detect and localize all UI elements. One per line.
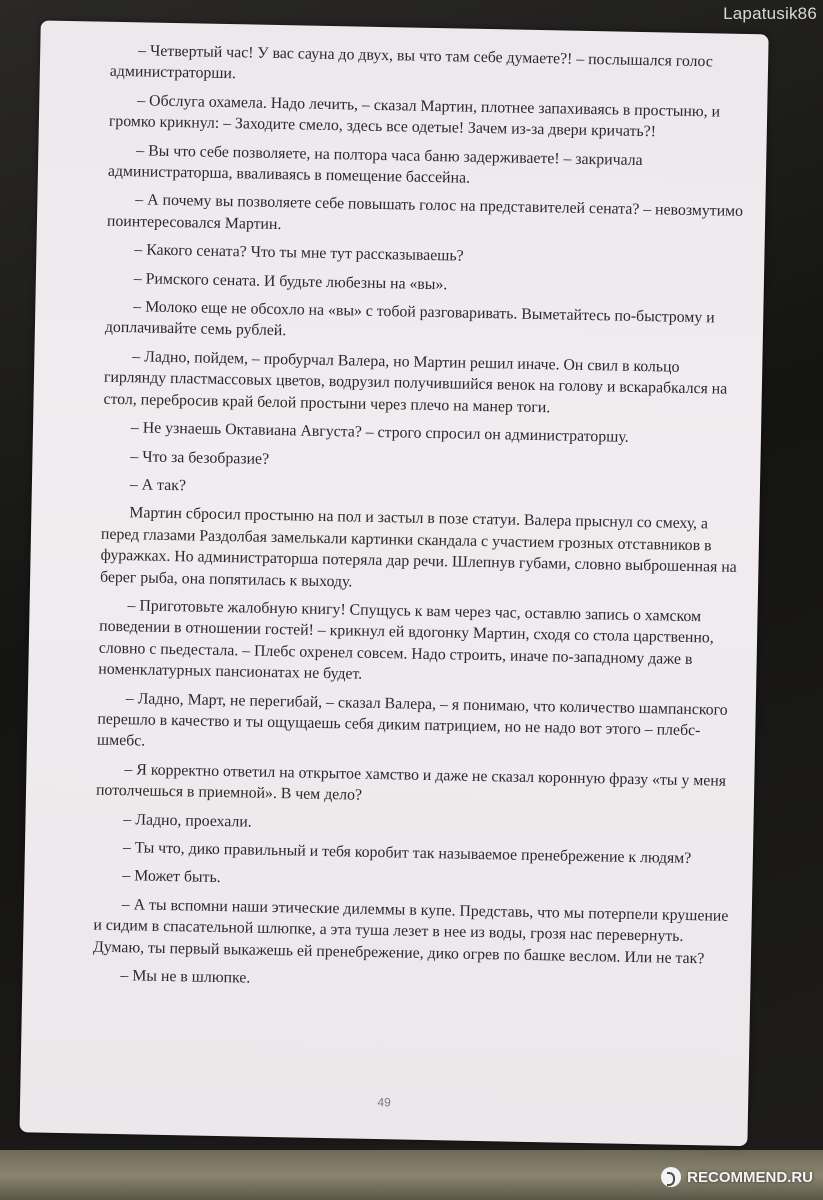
page-body [92, 40, 750, 1006]
paragraph: – Римского сената. И будьте любезны на «вы». [133, 269, 448, 293]
paragraph: – Может быть. [122, 867, 221, 887]
page-number: 49 [377, 1095, 391, 1110]
paragraph: – А так? [129, 476, 187, 495]
paragraph: – Ладно, пойдем, – пробурчал Валера, но Мартин решил иначе. Он свил в кольцо гирлянду пластмассовых цветов, водрузил получившийся венок на голову и вскарабкался на стол, перебросив край белой простыни через плечо на манер тоги. [103, 348, 728, 416]
watermark-username: Lapatusik86 [723, 4, 817, 23]
paragraph: – Ты что, дико правильный и тебя коробит так называемое пренебрежение к людям? [122, 839, 692, 868]
paragraph: – Ладно, проехали. [123, 810, 252, 831]
ereader-screen [19, 20, 768, 1146]
recommend-logo-icon [661, 1167, 681, 1187]
paragraph: – Вы что себе позволяете, на полтора часа баню задерживаете! – закричала администраторша, вваливаясь в помещение бассейна. [107, 141, 643, 187]
paragraph: – А почему вы позволяете себе повышать голос на представителей сената? – невозмутимо поинтересовался Мартин. [106, 191, 744, 233]
paragraph: – Мы не в шлюпке. [120, 967, 251, 987]
paragraph: – Молоко еще не обсохло на «вы» с тобой разговаривать. Выметайтесь по-быстрому и доплачивайте семь рублей. [104, 298, 715, 340]
paragraph: – Обслуга охамела. Надо лечить, – сказал Мартин, плотнее запахиваясь в простыню, и громко крикнул: – Заходите смело, здесь все одетые! Зачем из-за двери кричать?! [108, 92, 721, 141]
paragraph: – Что за безобразие? [130, 447, 270, 468]
paragraph: Мартин сбросил простыню на пол и застыл в позе статуи. Валера прыснул со смеху, а перед глазами Раздолбая замелькали картинки скандала с участием грозных отставников в фуражках. Но администраторша потеряла дар речи. Шлепнув губами, словно выброшенная на берег рыба, она попятилась к выходу. [99, 504, 737, 591]
paragraph: – Не узнаешь Октавиана Августа? – строго спросил он администраторшу. [130, 419, 629, 446]
paragraph: – Приготовьте жалобную книгу! Спущусь к вам через час, оставлю запись о хамском поведении в отношении гостей! – крикнул ей вдогонку Мартин, сходя со стола царственно, словно с пьедестала. – Плебс охренел совсем. Надо строить, иначе по-западному даже в номенклатурных пансионатах не будет. [98, 597, 714, 683]
watermark-site-label: RECOMMEND.RU [687, 1168, 813, 1186]
paragraph: – Ладно, Март, не перегибай, – сказал Валера, – я понимаю, что количество шампанского перешло в качество и ты ощущаешь себя диким патрицием, но не надо вот этого – плебс-шмебс. [96, 689, 728, 750]
watermark-site [661, 1167, 813, 1187]
paragraph: – А ты вспомни наши этические дилеммы в купе. Представь, что мы потерпели крушение и сидим в спасательной шлюпке, а эта туша лезет в нее из воды, грозя нас перевернуть. Думаю, ты первый выкажешь ей пренебрежение, дико огрев по башке веслом. Или не так? [92, 895, 729, 967]
paragraph: – Четвертый час! У вас сауна до двух, вы что там себе думаете?! – послышался голос администраторши. [109, 42, 713, 83]
paragraph: – Я корректно ответил на открытое хамство и даже не сказал коронную фразу «ты у меня потолчешься в приемной». В чем дело? [95, 760, 727, 804]
paragraph: – Какого сената? Что ты мне тут рассказываешь? [134, 241, 464, 265]
